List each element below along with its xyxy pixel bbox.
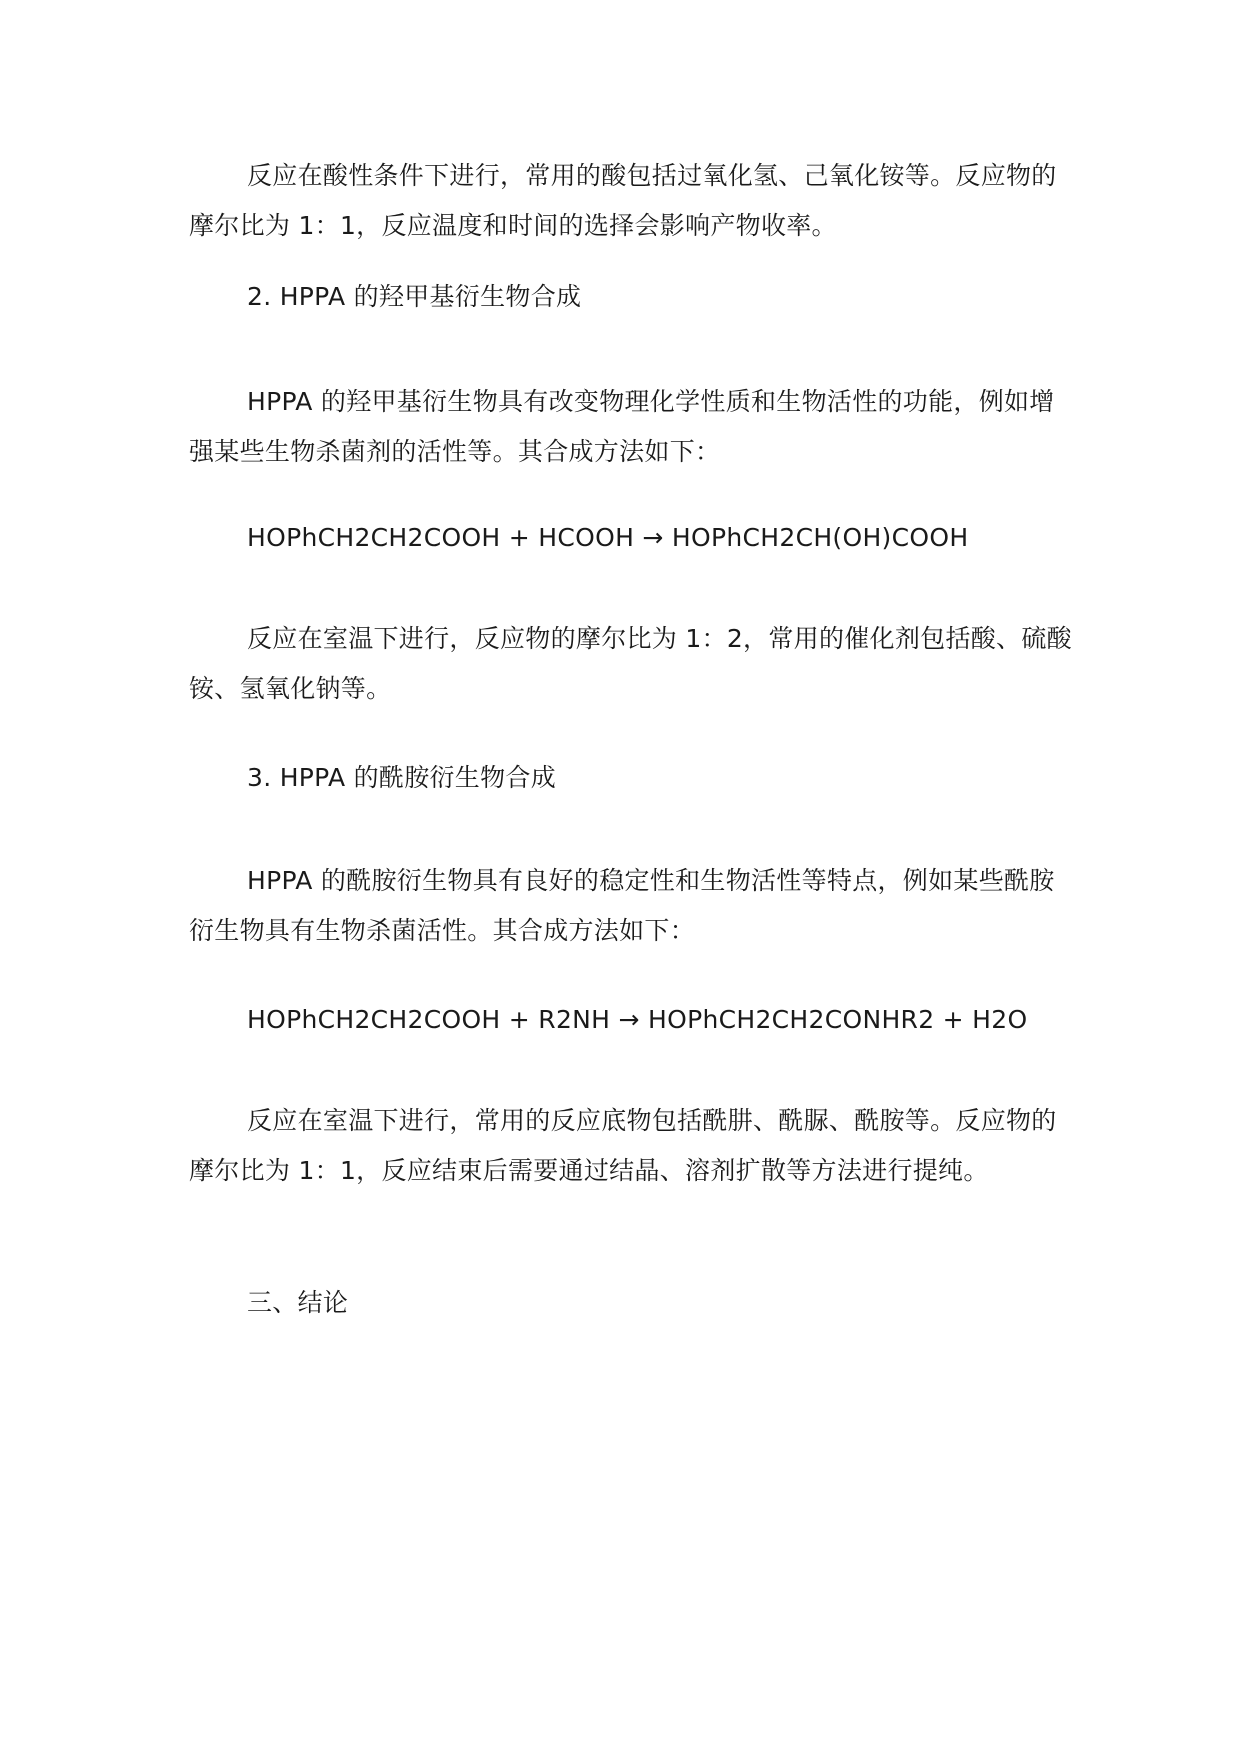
paragraph-hydroxymethyl-conditions: 反应在室温下进行，反应物的摩尔比为 1：2，常用的催化剂包括酸、硫酸铵、氢氧化钠等。 bbox=[189, 624, 1072, 703]
paragraph-hydroxymethyl-intro: HPPA 的羟甲基衍生物具有改变物理化学性质和生物活性的功能，例如增强某些生物杀菌剂的活性等。其合成方法如下： bbox=[189, 387, 1055, 466]
paragraph-reaction-conditions-acid: 反应在酸性条件下进行，常用的酸包括过氧化氢、己氧化铵等。反应物的摩尔比为 1：1，反应温度和时间的选择会影响产物收率。 bbox=[189, 161, 1057, 240]
section-heading-conclusion: 三、结论 bbox=[247, 1288, 349, 1317]
reaction-equation-hydroxymethyl: HOPhCH2CH2COOH + HCOOH → HOPhCH2CH(OH)COOH bbox=[247, 523, 969, 552]
paragraph-amide-intro: HPPA 的酰胺衍生物具有良好的稳定性和生物活性等特点，例如某些酰胺衍生物具有生物杀菌活性。其合成方法如下： bbox=[189, 866, 1055, 945]
section-heading-hydroxymethyl: 2. HPPA 的羟甲基衍生物合成 bbox=[247, 282, 582, 311]
reaction-equation-amide: HOPhCH2CH2COOH + R2NH → HOPhCH2CH2CONHR2 + H2O bbox=[247, 1005, 1028, 1034]
paragraph-amide-conditions: 反应在室温下进行，常用的反应底物包括酰肼、酰脲、酰胺等。反应物的摩尔比为 1：1，反应结束后需要通过结晶、溶剂扩散等方法进行提纯。 bbox=[189, 1106, 1057, 1185]
section-heading-amide: 3. HPPA 的酰胺衍生物合成 bbox=[247, 763, 556, 792]
